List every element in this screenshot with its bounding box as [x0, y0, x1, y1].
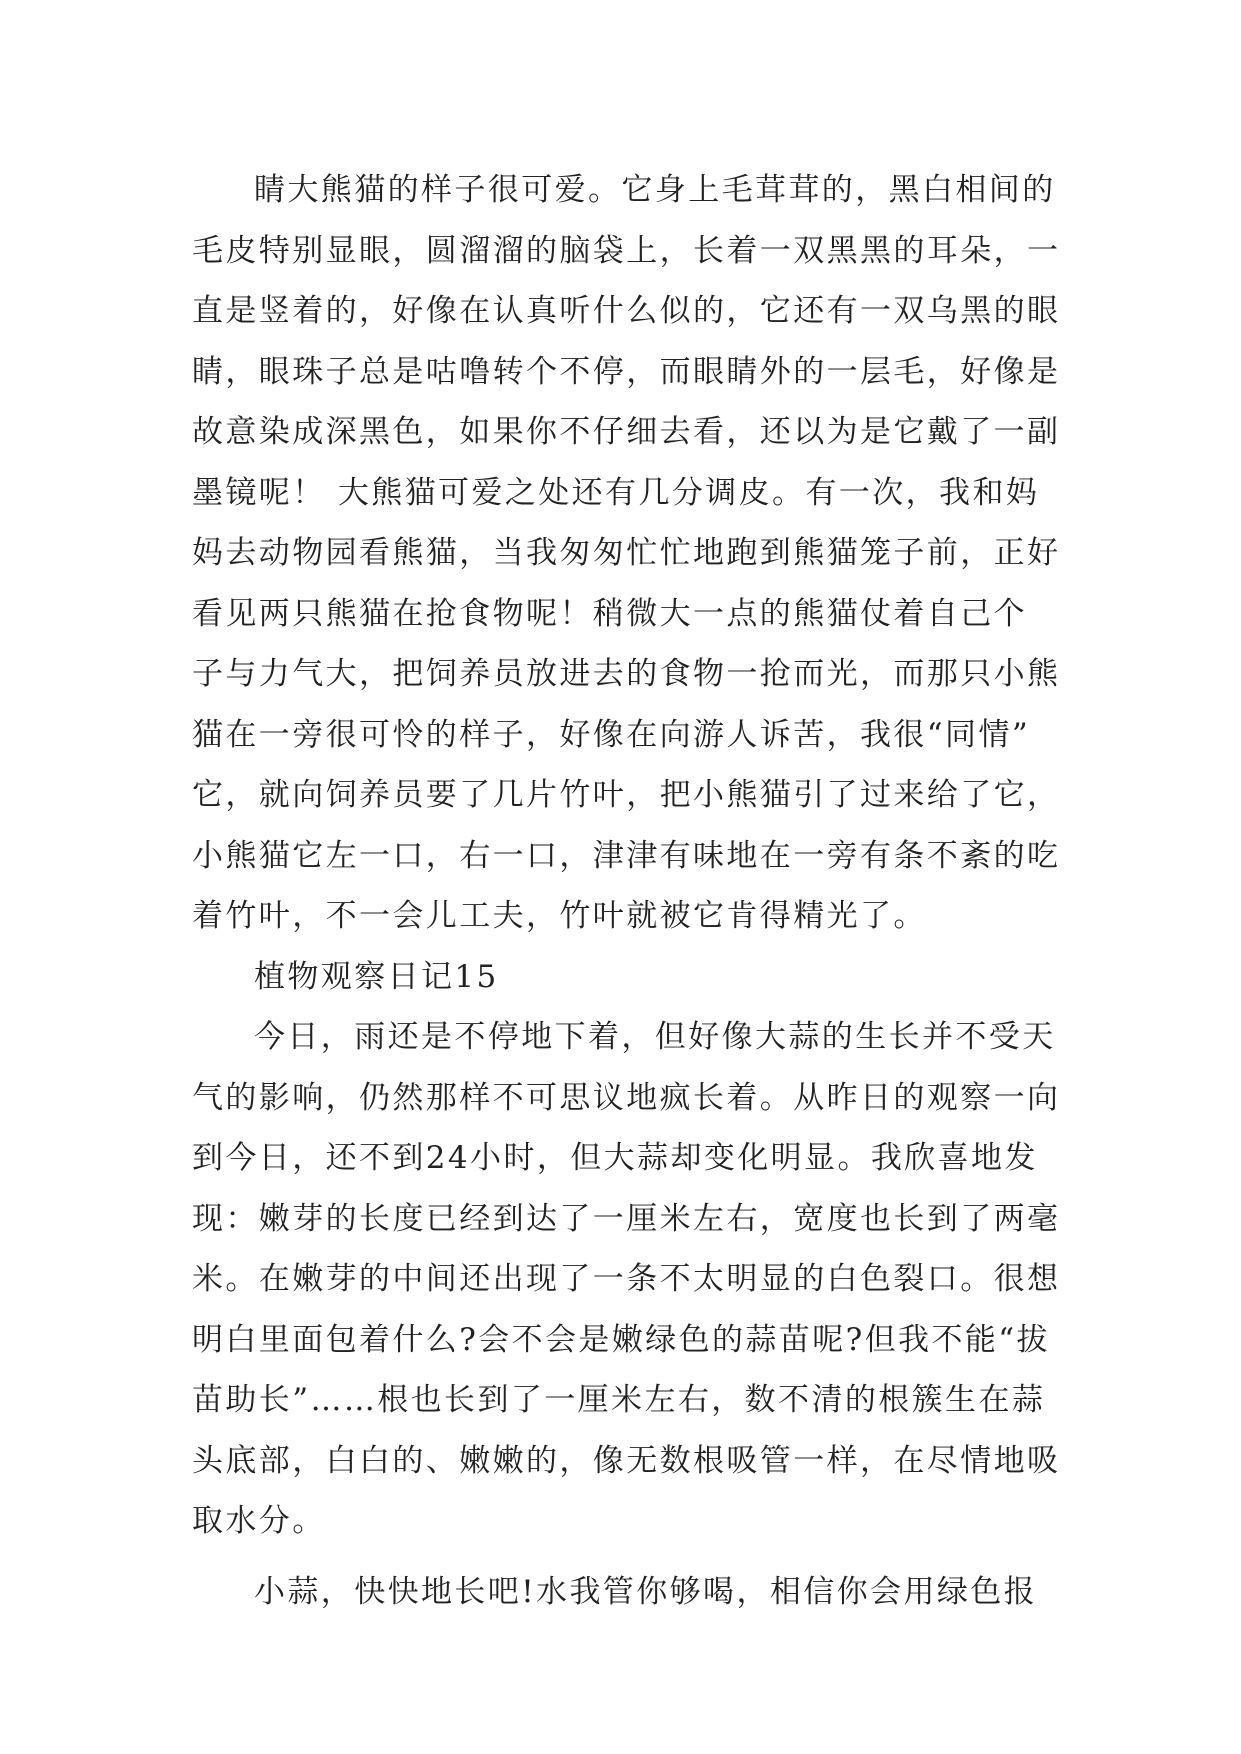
text-line: 取水分。: [192, 1503, 326, 1539]
text-line: 米。在嫩芽的中间还出现了一条不太明显的白色裂口。很想: [192, 1261, 1061, 1297]
text-line: 现：嫩芽的长度已经到达了一厘米左右，宽度也长到了两毫: [192, 1200, 1061, 1237]
text-line: 小蒜，快快地长吧!水我管你够喝，相信你会用绿色报: [254, 1573, 1038, 1610]
text-line: 毛皮特别显眼，圆溜溜的脑袋上，长着一双黑黑的耳朵，一: [192, 232, 1061, 269]
text-line: 它，就向饲养员要了几片竹叶，把小熊猫引了过来给了它，: [192, 777, 1061, 813]
text-line: 看见两只熊猫在抢食物呢！稍微大一点的熊猫仗着自己个: [192, 595, 1027, 632]
text-line: 到今日，还不到24小时，但大蒜却变化明显。我欣喜地发: [192, 1140, 1038, 1176]
text-line: 睛大熊猫的样子很可爱。它身上毛茸茸的，黑白相间的: [254, 172, 1056, 208]
text-line: 子与力气大，把饲养员放进去的食物一抢而光，而那只小熊: [192, 656, 1061, 692]
text-line: 睛，眼珠子总是咕噜转个不停，而眼睛外的一层毛，好像是: [192, 353, 1061, 390]
section-heading: [192, 947, 1054, 1008]
paragraph-panda-description: [192, 160, 1061, 947]
text-line: 故意染成深黑色，如果你不仔细去看，还以为是它戴了一副: [192, 414, 1061, 450]
text-line: 头底部，白白的、嫩嫩的，像无数根吸管一样，在尽情地吸: [192, 1442, 1061, 1479]
text-line: 今日，雨还是不停地下着，但好像大蒜的生长并不受天: [254, 1019, 1056, 1055]
text-line: 妈去动物园看熊猫，当我匆匆忙忙地跑到熊猫笼子前，正好: [192, 535, 1061, 571]
text-line: 气的影响，仍然那样不可思议地疯长着。从昨日的观察一向: [192, 1079, 1061, 1116]
paragraph-closing: [192, 1562, 1054, 1623]
text-line: 明白里面包着什么?会不会是嫩绿色的蒜苗呢?但我不能“拔: [192, 1321, 1050, 1358]
text-line: 苗助长”……根也长到了一厘米左右，数不清的根簇生在蒜: [192, 1382, 1046, 1418]
text-line: 直是竖着的，好像在认真听什么似的，它还有一双乌黑的眼: [192, 293, 1061, 329]
paragraph-garlic-observation: [192, 1007, 1061, 1552]
document-body: [192, 160, 1061, 1622]
text-line: 墨镜呢！ 大熊猫可爱之处还有几分调皮。有一次，我和妈: [192, 474, 1040, 511]
text-line: 小熊猫它左一口，右一口，津津有味地在一旁有条不紊的吃: [192, 837, 1061, 874]
heading-text: 植物观察日记15: [254, 958, 499, 995]
text-line: 猫在一旁很可怜的样子，好像在向游人诉苦，我很“同情”: [192, 716, 1031, 753]
text-line: 着竹叶，不一会儿工夫，竹叶就被它肯得精光了。: [192, 898, 927, 934]
